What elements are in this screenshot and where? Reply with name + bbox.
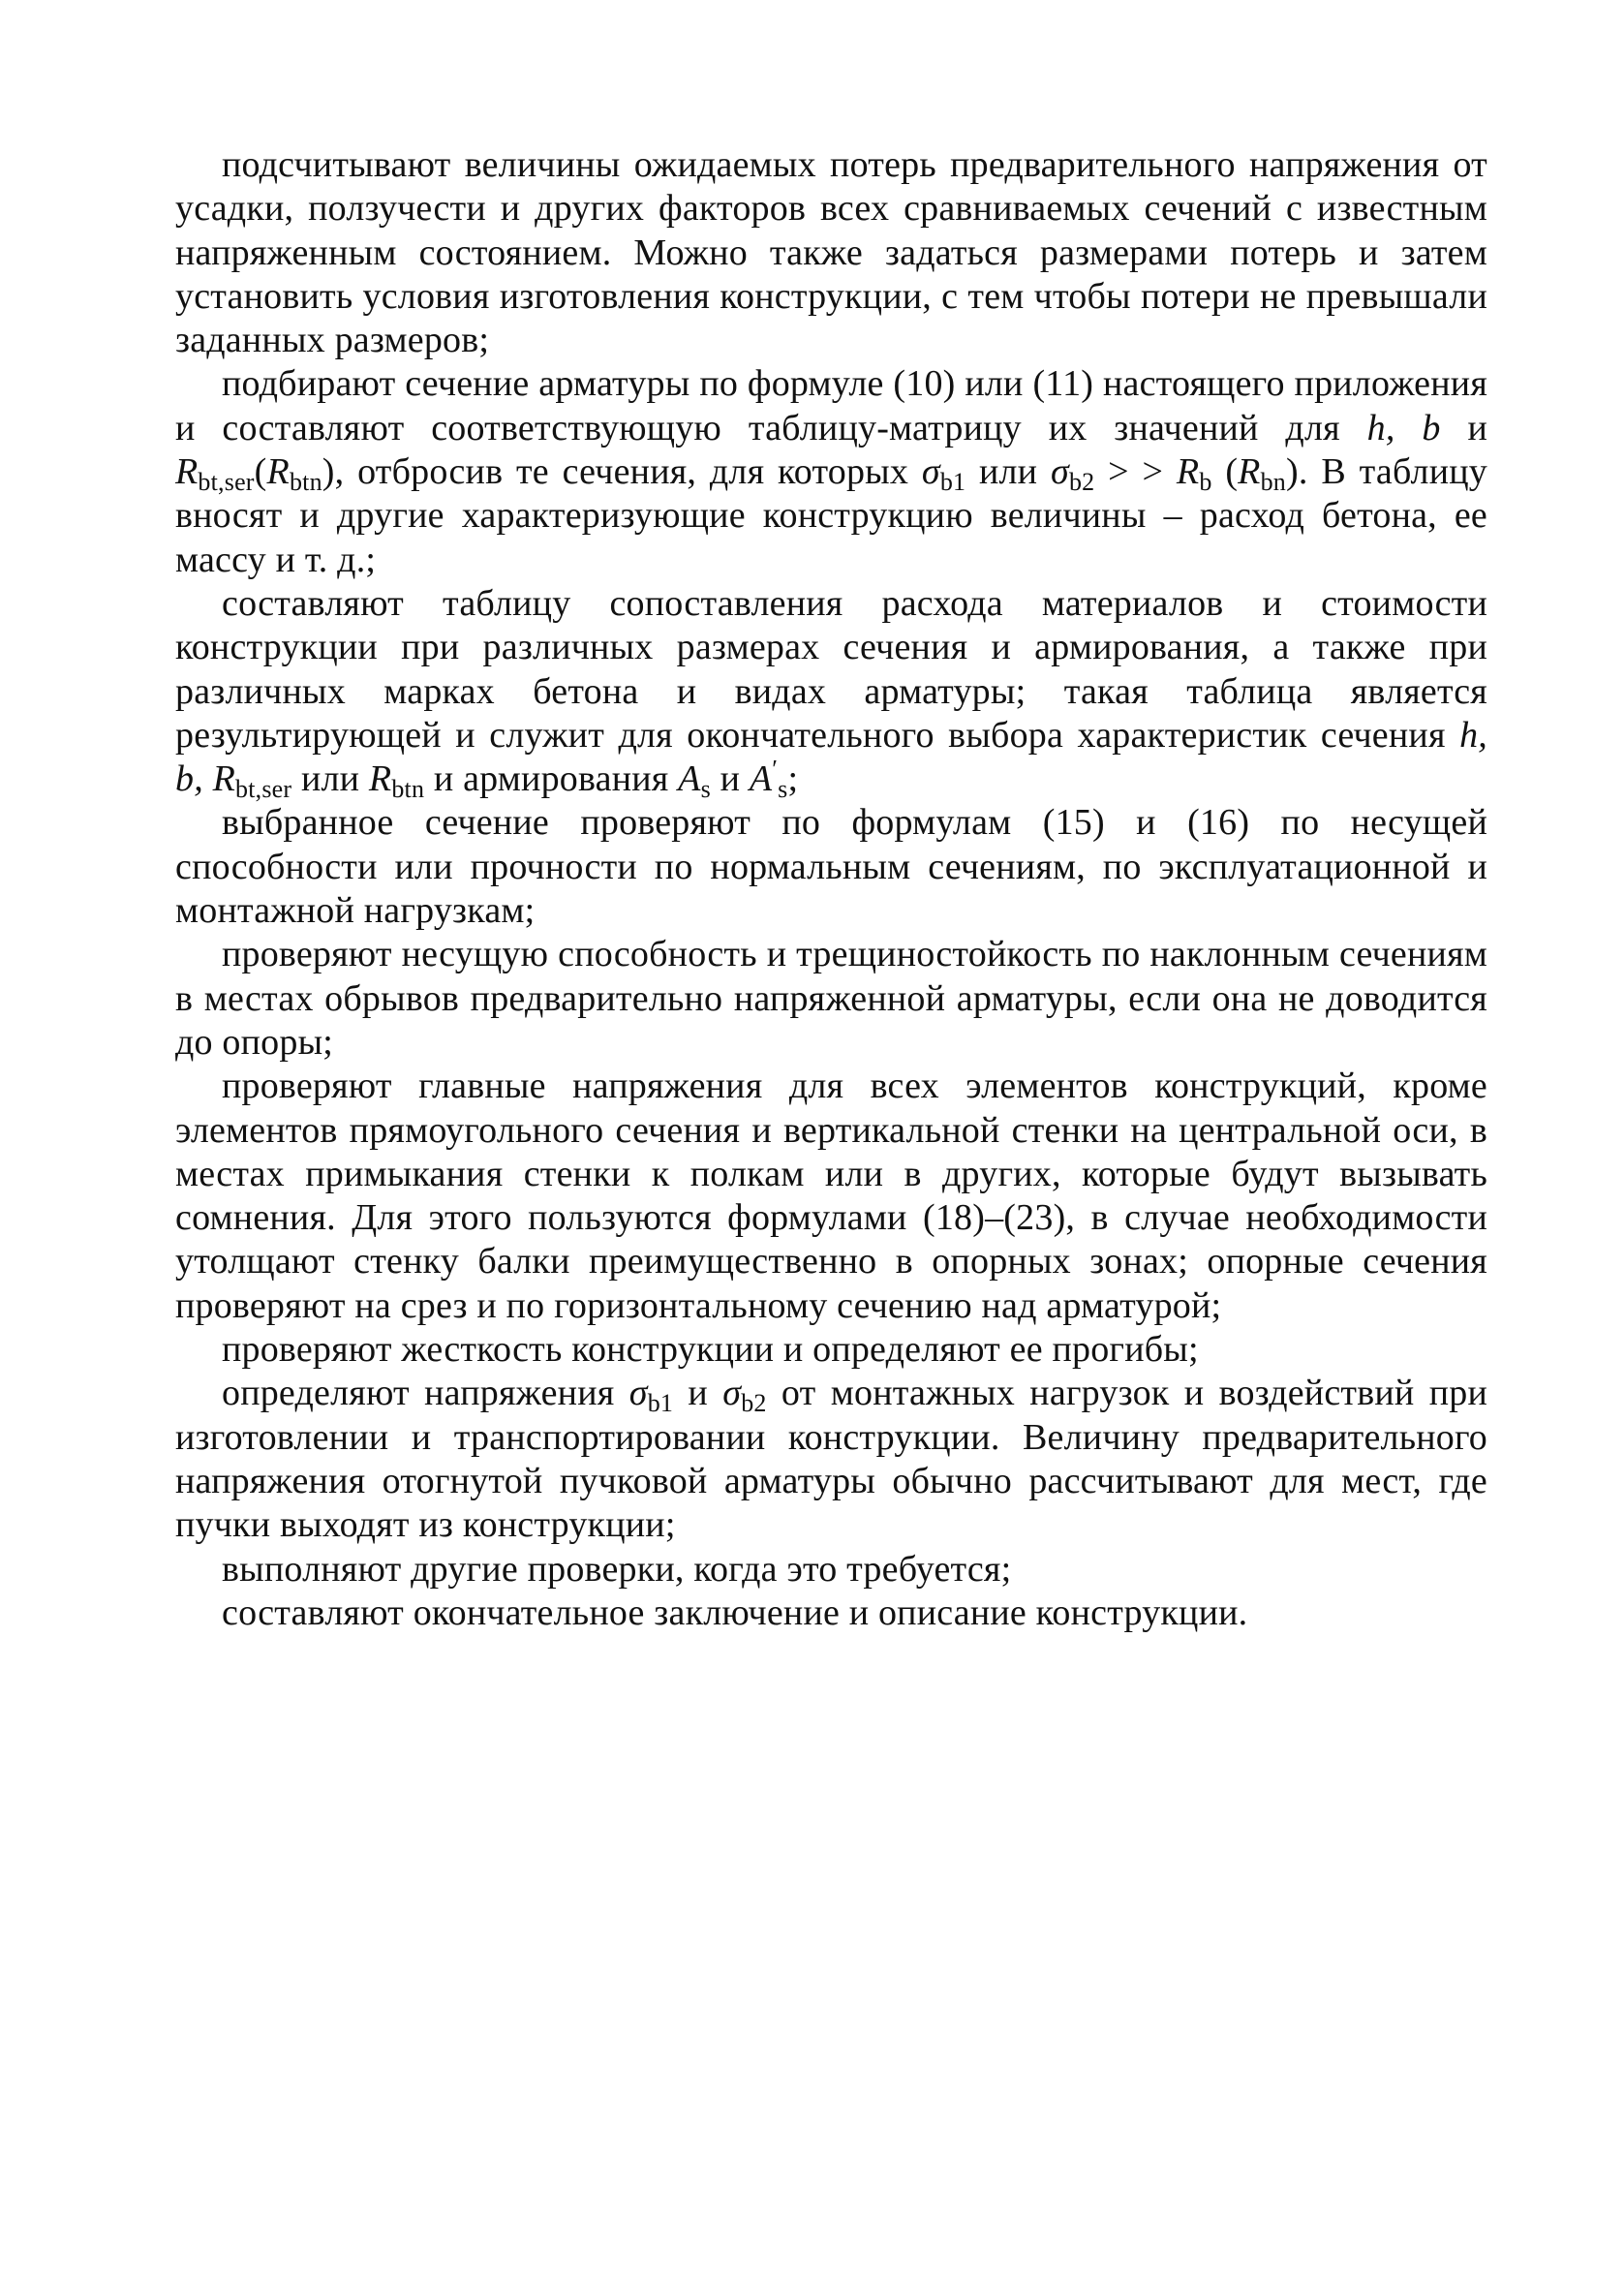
text-run: и армирования — [424, 758, 679, 800]
text-run: ( — [1211, 451, 1239, 493]
math-symbol: R — [1238, 451, 1261, 493]
text-run: проверяют жесткость конструкции и определяют ее прогибы; — [222, 1329, 1199, 1371]
paragraph-7 — [175, 1328, 1487, 1372]
text-run: и — [1440, 407, 1488, 448]
text-run: проверяют главные напряжения для всех элементов конструкций, кроме элементов прямоугольного сечения и вертикальной стенки на центральной оси, в местах примыкания стенки к полкам или в других, которые будут вызывать сомнения. Для этого пользуются формулами (18)–(23), в случае необходимости утолщают стенку балки преимущественно в опорных зонах; опорные сечения проверяют на срез и по горизонтальному сечению над арматурой; — [175, 1066, 1487, 1326]
paragraph-5 — [175, 933, 1487, 1065]
paragraph-10 — [175, 1592, 1487, 1635]
math-subscript: b2 — [741, 1389, 767, 1418]
math-symbol: R — [212, 758, 236, 800]
math-symbol: R — [1176, 451, 1200, 493]
paragraph-6 — [175, 1065, 1487, 1328]
math-subscript: btn — [391, 775, 425, 804]
math-symbol: h, — [1366, 407, 1395, 448]
paragraph-8 — [175, 1372, 1487, 1547]
document-page — [175, 143, 1487, 1635]
paragraph-4 — [175, 801, 1487, 933]
math-subscript: s — [778, 775, 788, 804]
paragraph-3 — [175, 582, 1487, 804]
text-run: подбирают сечение арматуры по формуле (10) или (11) настоящего приложения и составляют соответствующую таблицу-матрицу их значений для — [175, 363, 1487, 448]
math-subscript: bt,ser — [235, 775, 292, 804]
text-run: выбранное сечение проверяют по формулам (15) и (16) по несущей способности или прочности по нормальным сечениям, по эксплуатационной и монтажной нагрузкам; — [175, 802, 1487, 932]
text-run: и — [673, 1373, 723, 1414]
math-symbol: σ — [1051, 451, 1069, 493]
paragraph-2 — [175, 362, 1487, 581]
text-run — [203, 758, 213, 799]
paragraph-1 — [175, 143, 1487, 362]
math-symbol: h, — [1459, 714, 1487, 756]
math-symbol: R — [175, 451, 199, 493]
math-subscript: b2 — [1068, 468, 1095, 497]
math-symbol: A — [678, 758, 701, 800]
text-run: или — [291, 758, 369, 800]
math-subscript: btn — [289, 468, 322, 497]
text-run: ; — [787, 758, 799, 800]
math-subscript: b — [1199, 468, 1212, 497]
math-symbol: b, — [175, 758, 203, 800]
text-run: определяют напряжения — [222, 1373, 629, 1414]
text-run: > > — [1094, 451, 1177, 493]
math-subscript: s — [700, 775, 711, 804]
text-run: ). В таблицу вносят и другие характеризующие конструкцию величины – расход бетона, ее массу и т. д.; — [175, 451, 1487, 580]
math-subscript: bn — [1260, 468, 1286, 497]
text-run: от монтажных нагрузок и воздействий при изготовлении и транспортировании конструкции. Величину предварительного напряжения отогнутой пучковой арматуры обычно рассчитывают для мест, где пучки выходят из конструкции; — [175, 1373, 1487, 1546]
text-run — [1395, 408, 1423, 448]
math-symbol: R — [266, 451, 290, 493]
text-run: или — [965, 451, 1051, 493]
paragraph-9 — [175, 1548, 1487, 1592]
math-subscript: b1 — [647, 1389, 674, 1418]
text-run: ), отбросив те сечения, для которых — [322, 451, 922, 493]
text-run: проверяют несущую способность и трещиностойкость по наклонным сечениям в местах обрывов предварительно напряженной арматуры, если она не доводится до опоры; — [175, 934, 1487, 1063]
text-run: подсчитывают величины ожидаемых потерь предварительного напряжения от усадки, ползучести и других факторов всех сравниваемых сечений с известным напряженным состоянием. Можно также задаться размерами потерь и затем установить условия изготовления конструкции, с тем чтобы потери не превышали заданных размеров; — [175, 144, 1487, 361]
math-symbol: R — [368, 758, 392, 800]
math-symbol: σ — [722, 1373, 742, 1414]
math-superscript: ′ — [772, 755, 779, 784]
math-symbol: b — [1422, 407, 1441, 448]
text-run: выполняют другие проверки, когда это требуется; — [222, 1548, 1012, 1590]
text-run: составляют окончательное заключение и описание конструкции. — [222, 1592, 1248, 1633]
math-subscript: bt,ser — [198, 468, 255, 497]
text-run: ( — [254, 451, 267, 493]
math-symbol: A — [749, 758, 773, 800]
math-symbol: σ — [628, 1373, 648, 1414]
text-run: и — [710, 758, 750, 800]
math-subscript: b1 — [939, 468, 966, 497]
math-symbol: σ — [921, 451, 940, 493]
text-run: составляют таблицу сопоставления расхода материалов и стоимости конструкции при различных размерах сечения и армирования, а также при различных марках бетона и видах арматуры; такая таблица является результирующей и служит для окончательного выбора характеристик сечения — [175, 582, 1487, 756]
